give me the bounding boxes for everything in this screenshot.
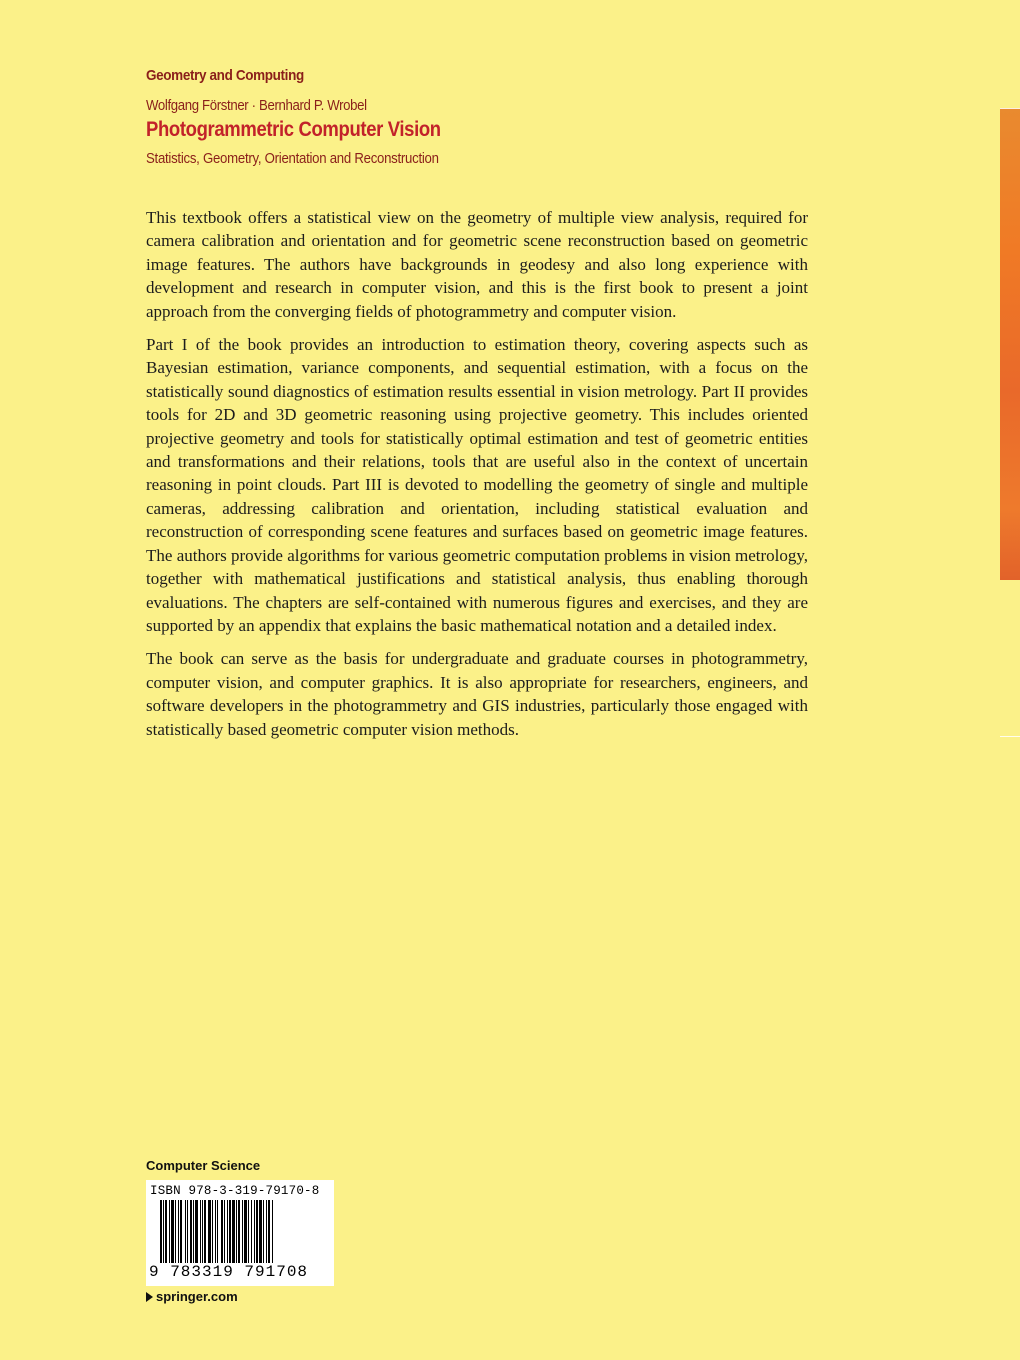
ean-digits: 9 783319 791708 [149, 1263, 309, 1281]
spine-color-strip [1000, 108, 1020, 580]
barcode-bar [273, 1200, 274, 1268]
book-subtitle: Statistics, Geometry, Orientation and Reconstruction [146, 150, 439, 167]
isbn-label: ISBN 978-3-319-79170-8 [150, 1184, 320, 1198]
book-title: Photogrammetric Computer Vision [146, 118, 441, 141]
subject-category: Computer Science [146, 1158, 261, 1173]
barcode-bars [160, 1200, 330, 1268]
book-authors: Wolfgang Förstner · Bernhard P. Wrobel [146, 97, 367, 114]
back-cover-blurb [146, 206, 808, 751]
isbn-barcode [146, 1180, 334, 1286]
publisher-website[interactable] [146, 1289, 238, 1304]
spine-divider-top [1000, 108, 1020, 109]
series-name: Geometry and Computing [146, 67, 304, 84]
arrow-right-icon [146, 1292, 153, 1302]
blurb-paragraph-2: Part I of the book provides an introduction to estimation theory, covering aspects such as Bayesian estimation, variance components, and sequential estimation, with a focus on the statistically sound diagnostics of estimation results essential in vision metrology. Part II provides tools for 2D and 3D geometric reasoning using projective geometry. This includes oriented projective geometry and tools for statistically optimal estimation and test of geometric entities and transformations and their relations, tools that are useful also in the context of uncertain reasoning in point clouds. Part III is devoted to modelling the geometry of single and multiple cameras, addressing calibration and orientation, including statistical evaluation and reconstruction of corresponding scene features and surfaces based on geometric image features. The authors provide algorithms for various geometric computation problems in vision metrology, together with mathematical justifications and statistical analysis, thus enabling thorough evaluations. The chapters are self-contained with numerous figures and exercises, and they are supported by an appendix that explains the basic mathematical notation and a detailed index. [146, 335, 808, 635]
website-text: springer.com [156, 1289, 238, 1304]
blurb-paragraph-1: This textbook offers a statistical view on the geometry of multiple view analysis, required for camera calibration and orientation and for geometric scene reconstruction based on geometric image features. The authors have backgrounds in geodesy and also long experience with development and research in computer vision, and this is the first book to present a joint approach from the converging fields of photogrammetry and computer vision. [146, 208, 808, 321]
spine-divider-bottom [1000, 736, 1020, 737]
blurb-paragraph-3: The book can serve as the basis for undergraduate and graduate courses in photogrammetry, computer vision, and computer graphics. It is also appropriate for researchers, engineers, and software developers in the photogrammetry and GIS industries, particularly those engaged with statistically based geometric computer vision methods. [146, 649, 808, 739]
